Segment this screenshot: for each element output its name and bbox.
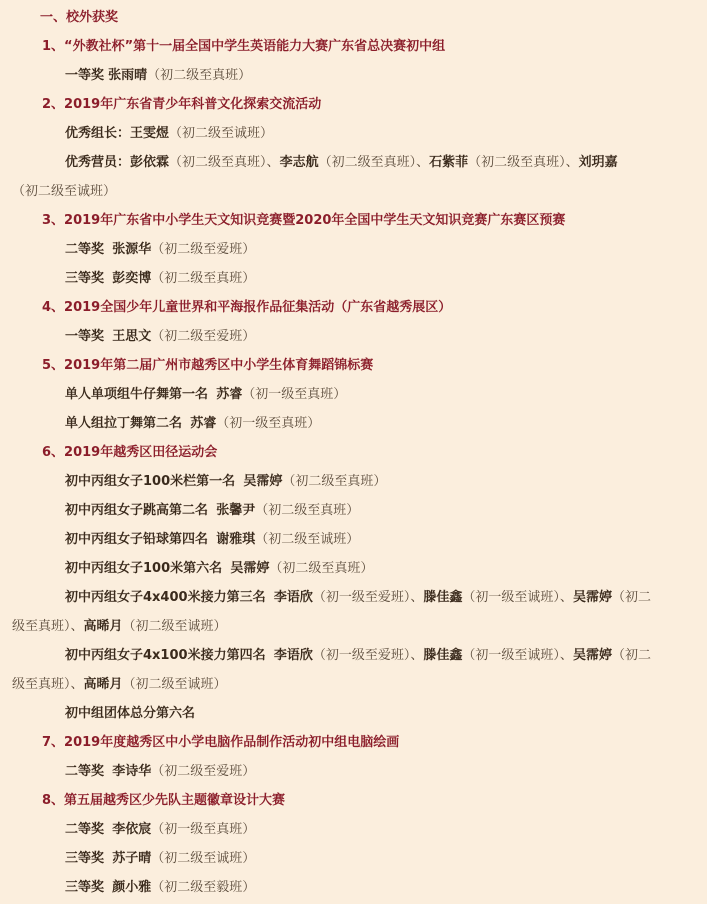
separator: 、 — [266, 155, 280, 170]
item-number: 3、 — [42, 213, 65, 228]
class-label: （初一级至真班） — [151, 822, 256, 837]
item-number: 5、 — [42, 358, 65, 373]
class-label: （初一级至爱班） — [312, 590, 411, 605]
class-label: （初二级至诚班） — [12, 184, 117, 199]
class-label: （初一级至爱班） — [312, 648, 411, 663]
separator: 、 — [70, 677, 84, 692]
item-number: 7、 — [42, 735, 65, 750]
separator: 、 — [565, 155, 579, 170]
class-label: （初二级至诚班） — [151, 851, 256, 866]
award-label: 初中丙组女子跳高第二名 — [65, 503, 209, 518]
award-entry — [0, 760, 707, 784]
class-label: （初二级至真班） — [269, 561, 374, 576]
winner-name: 吴霈婷 — [572, 648, 612, 663]
winner-name: 高晞月 — [83, 677, 123, 692]
winner-name: 李语欣 — [273, 648, 313, 663]
class-label: （初二级至真班） — [147, 68, 252, 83]
winner-name: 李志航 — [279, 155, 319, 170]
winner-name: 张源华 — [112, 242, 152, 257]
winner-name: 彭奕博 — [112, 271, 152, 286]
award-entry — [0, 847, 707, 871]
class-label: （初二级至真班） — [255, 503, 360, 518]
item-number: 1、 — [42, 39, 65, 54]
award-label: 三等奖 — [65, 851, 105, 866]
winner-name: 王思文 — [112, 329, 152, 344]
winner-name: 滕佳鑫 — [423, 590, 463, 605]
separator: 、 — [410, 648, 424, 663]
class-label: （初二级至爱班） — [151, 242, 256, 257]
item-number: 2、 — [42, 97, 65, 112]
winner-name: 王雯煜 — [130, 126, 170, 141]
item-number: 8、 — [42, 793, 65, 808]
class-label: （初一级至诚班） — [462, 590, 560, 605]
item-title: 2019年越秀区田径运动会 — [64, 445, 218, 460]
class-label: （初一级至真班） — [216, 416, 321, 431]
winner-name: 颜小雅 — [112, 880, 152, 895]
award-entry — [0, 238, 707, 262]
award-label: 二等奖 — [65, 822, 105, 837]
separator: 、 — [559, 648, 573, 663]
winner-name: 刘玥嘉 — [578, 155, 618, 170]
winner-name: 滕佳鑫 — [423, 648, 463, 663]
award-label: 三等奖 — [65, 880, 105, 895]
item-title: “外教社杯”第十一届全国中学生英语能力大赛广东省总决赛初中组 — [64, 39, 446, 54]
award-label: 初中丙组女子100米栏第一名 — [65, 474, 236, 489]
winner-name: 李语欣 — [273, 590, 313, 605]
class-label: （初二级至爱班） — [151, 329, 256, 344]
class-label: （初二级至诚班） — [169, 126, 274, 141]
wrapped-continuation — [0, 673, 707, 697]
award-entry — [0, 702, 707, 726]
item-title-row — [0, 354, 707, 378]
award-label: 二等奖 — [65, 242, 105, 257]
award-label: 初中丙组女子4x400米接力第三名 — [65, 590, 266, 605]
class-label: （初一级至诚班） — [462, 648, 560, 663]
award-entry — [0, 528, 707, 552]
separator: 、 — [416, 155, 430, 170]
award-label: 初中丙组女子铅球第四名 — [65, 532, 209, 547]
separator: 、 — [559, 590, 573, 605]
item-title: 2019年广东省青少年科普文化探索交流活动 — [64, 97, 322, 112]
award-entry — [0, 267, 707, 291]
class-label: （初二 — [611, 648, 651, 663]
award-entry — [0, 557, 707, 581]
winner-name: 李依宸 — [112, 822, 152, 837]
class-label: （初二级至爱班） — [151, 764, 256, 779]
award-label: 初中丙组女子100米第六名 — [65, 561, 223, 576]
award-entry — [0, 499, 707, 523]
item-number: 6、 — [42, 445, 65, 460]
winner-name: 石紫菲 — [429, 155, 469, 170]
award-entry — [0, 470, 707, 494]
item-title: 2019年度越秀区中小学电脑作品制作活动初中组电脑绘画 — [64, 735, 400, 750]
award-label: 一等奖 — [65, 68, 105, 83]
item-number: 4、 — [42, 300, 65, 315]
award-entry — [0, 64, 707, 88]
winner-name: 张馨尹 — [216, 503, 256, 518]
award-entry — [0, 586, 707, 610]
award-entry — [0, 151, 707, 175]
class-label: （初二级至真班） — [169, 155, 267, 170]
class-label: （初二级至真班） — [468, 155, 566, 170]
award-label: 初中丙组女子4x100米接力第四名 — [65, 648, 266, 663]
award-entry — [0, 876, 707, 900]
class-label: （初二 — [611, 590, 651, 605]
winner-name: 谢雅琪 — [216, 532, 256, 547]
award-label: 二等奖 — [65, 764, 105, 779]
class-label: （初二级至毅班） — [151, 880, 256, 895]
award-entry — [0, 412, 707, 436]
section-heading: 一、校外获奖 — [40, 10, 119, 25]
winner-name: 高晞月 — [83, 619, 123, 634]
award-label: 优秀营员： — [65, 155, 131, 170]
item-title-row — [0, 93, 707, 117]
class-label: （初二级至诚班） — [122, 677, 227, 692]
class-label: （初一级至真班） — [242, 387, 347, 402]
class-label: （初二级至真班） — [282, 474, 387, 489]
winner-name: 吴霈婷 — [572, 590, 612, 605]
item-title-row — [0, 209, 707, 233]
winner-name: 苏子晴 — [112, 851, 152, 866]
class-label: （初二级至真班） — [151, 271, 256, 286]
winner-name: 张雨晴 — [108, 68, 148, 83]
class-label: 级至真班） — [12, 677, 71, 692]
winner-name: 苏睿 — [216, 387, 243, 402]
class-label: （初二级至真班） — [318, 155, 417, 170]
class-label: （初二级至诚班） — [255, 532, 360, 547]
item-title: 2019全国少年儿童世界和平海报作品征集活动（广东省越秀展区） — [64, 300, 452, 315]
award-label: 初中组团体总分第六名 — [65, 706, 196, 721]
award-entry — [0, 325, 707, 349]
item-title: 第五届越秀区少先队主题徽章设计大赛 — [64, 793, 286, 808]
wrapped-continuation — [0, 615, 707, 639]
award-entry — [0, 818, 707, 842]
award-label: 单人单项组牛仔舞第一名 — [65, 387, 209, 402]
winner-name: 吴霈婷 — [230, 561, 270, 576]
class-label: （初二级至诚班） — [122, 619, 227, 634]
winner-name: 彭依霖 — [130, 155, 170, 170]
item-title-row — [0, 789, 707, 813]
class-label: 级至真班） — [12, 619, 71, 634]
item-title-row — [0, 441, 707, 465]
item-title-row — [0, 731, 707, 755]
separator: 、 — [410, 590, 424, 605]
winner-name: 吴霈婷 — [243, 474, 283, 489]
award-entry — [0, 644, 707, 668]
award-label: 三等奖 — [65, 271, 105, 286]
award-entry — [0, 122, 707, 146]
item-title: 2019年广东省中小学生天文知识竞赛暨2020年全国中学生天文知识竞赛广东赛区预赛 — [64, 213, 566, 228]
item-title: 2019年第二届广州市越秀区中小学生体育舞蹈锦标赛 — [64, 358, 374, 373]
award-label: 优秀组长： — [65, 126, 131, 141]
award-label: 一等奖 — [65, 329, 105, 344]
winner-name: 李诗华 — [112, 764, 152, 779]
winner-name: 苏睿 — [190, 416, 217, 431]
item-title-row — [0, 296, 707, 320]
separator: 、 — [70, 619, 84, 634]
award-entry — [0, 383, 707, 407]
wrapped-continuation — [0, 180, 707, 204]
award-label: 单人组拉丁舞第二名 — [65, 416, 183, 431]
item-title-row — [0, 35, 707, 59]
